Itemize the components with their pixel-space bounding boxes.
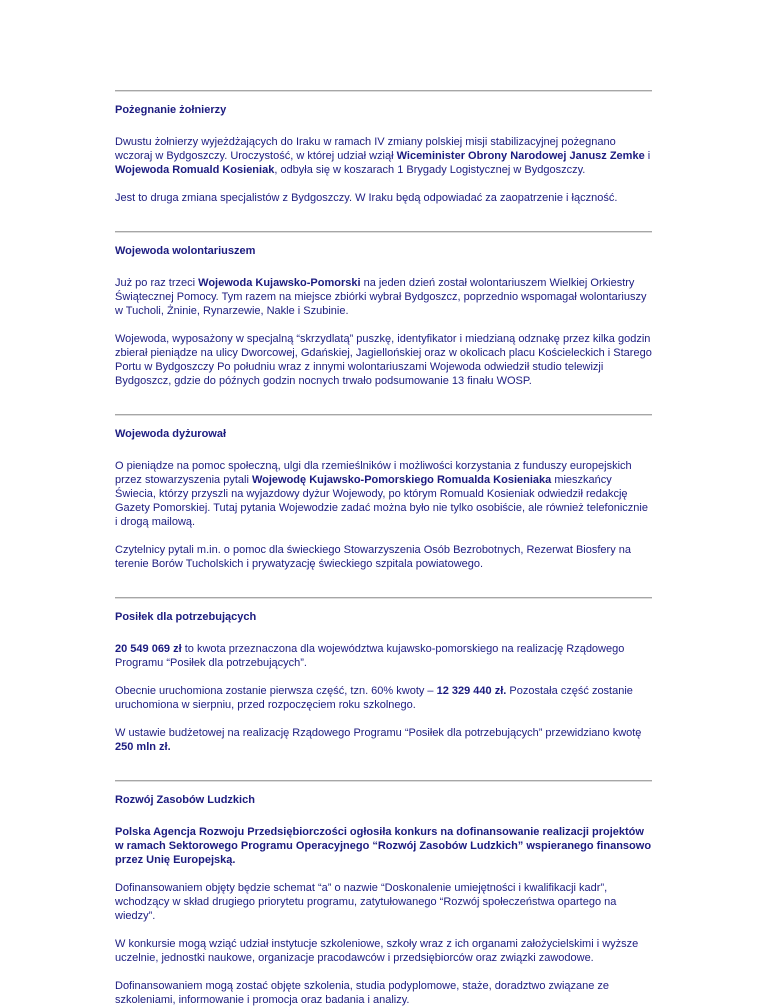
article-section <box>115 780 652 1007</box>
section-divider <box>115 597 652 599</box>
paragraph <box>115 543 652 571</box>
text-run: i <box>644 150 651 162</box>
section-divider <box>115 414 652 416</box>
paragraph <box>115 825 652 867</box>
bold-text-run: Wojewodę Kujawsko-Pomorskiego Romualda Kosieniaka <box>251 474 552 486</box>
text-run: W ustawie budżetowej na realizację Rządowego Programu “Posiłek dla potrzebujących” przewidziano kwotę <box>115 727 642 739</box>
text-run: Dofinansowaniem mogą zostać objęte szkolenia, studia podyplomowe, staże, doradztwo związane ze szkoleniami, informowanie i promocja oraz badania i analizy. <box>115 980 610 1006</box>
text-run: Czytelnicy pytali m.in. o pomoc dla świeckiego Stowarzyszenia Osób Bezrobotnych, Rezerwat Biosfery na terenie Borów Tucholskich i prywatyzację świeckiego szpitala powiatowego. <box>115 544 632 570</box>
paragraph <box>115 881 652 923</box>
bold-text-run: Wojewoda Kujawsko-Pomorski <box>198 277 361 289</box>
paragraph <box>115 642 652 670</box>
text-run: mieszkańcy Świecia, którzy przyszli na wyjazdowy dyżur Wojewody, po którym Romuald Kosieniak odwiedził redakcję Gazety Pomorskiej. Tutaj pytania Wojewodzie zadać można było nie tylko osobiście, ale również telefonicznie i drogą mailową. <box>115 474 648 528</box>
article-section <box>115 597 652 754</box>
section-divider <box>115 231 652 233</box>
section-title: Wojewoda wolontariuszem <box>115 245 256 257</box>
section-divider <box>115 90 652 92</box>
bold-text-run: 250 mln zł. <box>115 741 171 753</box>
text-run: Obecnie uruchomiona zostanie pierwsza część, tzn. 60% kwoty – <box>115 685 437 697</box>
paragraph <box>115 135 652 177</box>
article-section <box>115 231 652 388</box>
text-run: O pieniądze na pomoc społeczną, ulgi dla rzemieślników i możliwości korzystania z funduszy europejskich przez stowarzyszenia pytali <box>115 460 632 486</box>
paragraph <box>115 276 652 318</box>
bold-text-run: Wiceminister Obrony Narodowej Janusz Zemke <box>396 150 645 162</box>
text-run: Dwustu żołnierzy wyjeżdżających do Iraku w ramach IV zmiany polskiej misji stabilizacyjnej pożegnano wczoraj w Bydgoszczy. Uroczystość, w której udział wziął <box>115 136 616 162</box>
text-run: Pozostała część zostanie uruchomiona w sierpniu, przed rozpoczęciem roku szkolnego. <box>115 685 633 711</box>
text-run: na jeden dzień został wolontariuszem Wielkiej Orkiestry Świątecznej Pomocy. Tym razem na miejsce zbiórki wybrał Bydgoszcz, poprzednio wspomagał wolontariuszy w Tucholi, Żninie, Rynarzewie, Nakle i Szubinie. <box>115 277 647 317</box>
article-section <box>115 90 652 205</box>
text-run: , odbyła się w koszarach 1 Brygady Logistycznej w Bydgoszczy. <box>274 164 586 176</box>
paragraph <box>115 937 652 965</box>
article-section <box>115 414 652 571</box>
text-run: W konkursie mogą wziąć udział instytucje szkoleniowe, szkoły wraz z ich organami założycielskimi i wyższe uczelnie, jednostki naukowe, organizacje pracodawców i przedsiębiorców oraz związki zawodowe. <box>115 938 639 964</box>
text-run: to kwota przeznaczona dla województwa kujawsko-pomorskiego na realizację Rządowego Programu “Posiłek dla potrzebujących”. <box>115 643 625 669</box>
text-run: Wojewoda, wyposażony w specjalną “skrzydlatą” puszkę, identyfikator i miedzianą odznakę przez kilka godzin zbierał pieniądze na ulicy Dworcowej, Gdańskiej, Jagiellońskiej oraz w okolicach placu Kościeleckich i Starego Portu w Bydgoszczy Po południu wraz z innymi wolontariuszami Wojewoda odwiedził studio telewizji Bydgoszcz, gdzie do późnych godzin nocnych trwało podsumowanie 13 finału WOSP. <box>115 333 652 387</box>
text-run: Już po raz trzeci <box>115 277 199 289</box>
bold-text-run: 12 329 440 zł. <box>436 685 507 697</box>
paragraph <box>115 332 652 388</box>
section-divider <box>115 780 652 782</box>
text-run: Dofinansowaniem objęty będzie schemat “a” o nazwie “Doskonalenie umiejętności i kwalifikacji kadr”, wchodzący w skład drugiego priorytetu programu, zatytułowanego “Rozwój społeczeństwa opartego na wiedzy”. <box>115 882 617 922</box>
text-run: Jest to druga zmiana specjalistów z Bydgoszczy. W Iraku będą odpowiadać za zaopatrzenie i łączność. <box>115 192 618 204</box>
bold-text-run: 20 549 069 zł <box>115 643 182 655</box>
section-title: Wojewoda dyżurował <box>115 428 227 440</box>
section-title: Posiłek dla potrzebujących <box>115 611 257 623</box>
paragraph <box>115 726 652 754</box>
paragraph <box>115 684 652 712</box>
bold-text-run: Polska Agencja Rozwoju Przedsiębiorczości ogłosiła konkurs na dofinansowanie realizacji projektów w ramach Sektorowego Programu Operacyjnego “Rozwój Zasobów Ludzkich” wspieranego finansowo przez Unię Europejską. <box>115 826 652 866</box>
paragraph <box>115 979 652 1007</box>
bold-text-run: Wojewoda Romuald Kosieniak <box>115 164 275 176</box>
paragraph <box>115 459 652 529</box>
paragraph <box>115 191 652 205</box>
section-title: Pożegnanie żołnierzy <box>115 104 227 116</box>
section-title: Rozwój Zasobów Ludzkich <box>115 794 255 806</box>
